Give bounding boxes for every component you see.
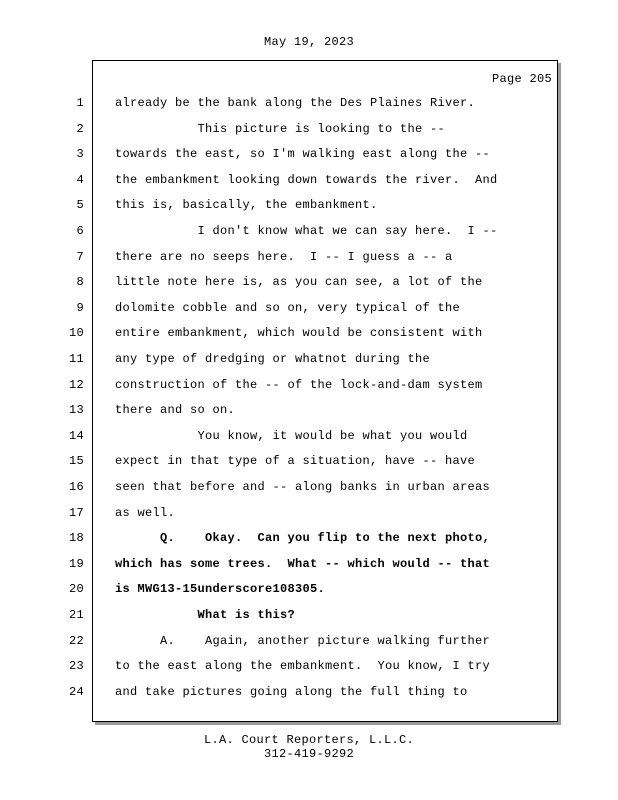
line-number: 14 <box>68 429 84 443</box>
line-number: 17 <box>68 506 84 520</box>
line-number: 21 <box>68 608 84 622</box>
line-text: this is, basically, the embankment. <box>115 198 378 212</box>
line-text: to the east along the embankment. You know, I try <box>115 659 491 673</box>
line-text: the embankment looking down towards the river. And <box>115 173 498 187</box>
line-text: and take pictures going along the full thing to <box>115 685 468 699</box>
line-text: construction of the -- of the lock-and-dam system <box>115 378 483 392</box>
line-number: 15 <box>68 454 84 468</box>
line-text: already be the bank along the Des Plaines River. <box>115 96 476 110</box>
line-text: Q. Okay. Can you flip to the next photo, <box>115 531 491 545</box>
footer-phone: 312-419-9292 <box>263 747 354 761</box>
line-number: 13 <box>68 403 84 417</box>
line-text: entire embankment, which would be consistent with <box>115 326 483 340</box>
line-number: 16 <box>68 480 84 494</box>
line-number: 11 <box>68 352 84 366</box>
line-number: 12 <box>68 378 84 392</box>
line-text: little note here is, as you can see, a lot of the <box>115 275 483 289</box>
line-number: 24 <box>68 685 84 699</box>
line-number: 10 <box>68 326 84 340</box>
line-text: there and so on. <box>115 403 236 417</box>
line-number: 22 <box>68 634 84 648</box>
line-text: dolomite cobble and so on, very typical of the <box>115 301 461 315</box>
line-text: as well. <box>115 506 176 520</box>
line-number: 2 <box>76 122 84 136</box>
line-text: expect in that type of a situation, have -- have <box>115 454 476 468</box>
line-text: What is this? <box>115 608 296 622</box>
line-text: which has some trees. What -- which would -- that <box>115 557 491 571</box>
line-number: 4 <box>76 173 84 187</box>
page-number: Page 205 <box>491 72 552 86</box>
line-text: I don't know what we can say here. I -- <box>115 224 498 238</box>
line-number: 5 <box>76 198 84 212</box>
line-text: A. Again, another picture walking further <box>115 634 491 648</box>
line-number: 19 <box>68 557 84 571</box>
line-text: is MWG13-15underscore108305. <box>115 582 326 596</box>
line-number: 3 <box>76 147 84 161</box>
line-number: 20 <box>68 582 84 596</box>
line-text: You know, it would be what you would <box>115 429 468 443</box>
line-text: any type of dredging or whatnot during the <box>115 352 431 366</box>
line-text: there are no seeps here. I -- I guess a -- a <box>115 250 453 264</box>
line-number: 18 <box>68 531 84 545</box>
line-number: 9 <box>76 301 84 315</box>
line-text: seen that before and -- along banks in urban areas <box>115 480 491 494</box>
line-text: This picture is looking to the -- <box>115 122 446 136</box>
line-number: 1 <box>76 96 84 110</box>
footer-company: L.A. Court Reporters, L.L.C. <box>203 733 415 747</box>
line-number: 6 <box>76 224 84 238</box>
line-number: 23 <box>68 659 84 673</box>
transcript-date: May 19, 2023 <box>263 35 354 49</box>
line-number: 7 <box>76 250 84 264</box>
footer <box>0 733 618 761</box>
line-number: 8 <box>76 275 84 289</box>
line-text: towards the east, so I'm walking east along the -- <box>115 147 491 161</box>
